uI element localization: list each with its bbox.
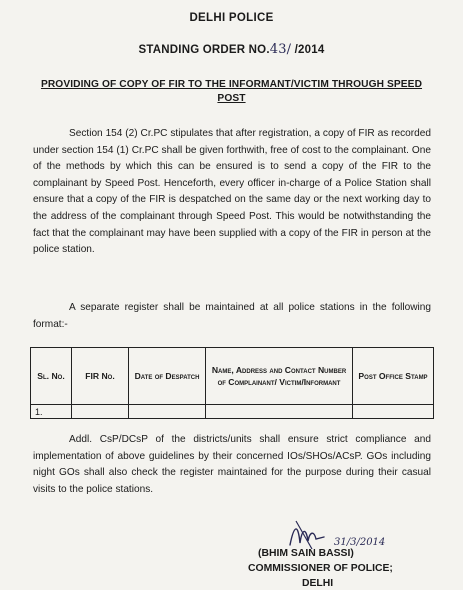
header-fir-no: FIR No. xyxy=(72,348,129,405)
register-format-table xyxy=(30,347,434,419)
organization-heading: DELHI POLICE xyxy=(189,12,274,24)
header-date-of-despatch: Date of Despatch xyxy=(129,348,206,405)
cell-date xyxy=(129,405,206,419)
order-suffix: /2014 xyxy=(291,44,325,56)
signature-date: 31/3/2014 xyxy=(334,537,386,548)
signatory-title: COMMISSIONER OF POLICE; xyxy=(248,563,393,574)
table-row xyxy=(31,405,434,419)
cell-complainant xyxy=(206,405,353,419)
order-prefix: STANDING ORDER NO. xyxy=(138,44,270,56)
header-sl-no: Sl. No. xyxy=(31,348,72,405)
cell-stamp xyxy=(353,405,434,419)
cell-fir-no xyxy=(72,405,129,419)
paragraph-section-154: Section 154 (2) Cr.PC stipulates that after registration, a copy of FIR as recorded under section 154 (1) Cr.PC shall be given forthwith, free of cost to the complainant. One of the methods by which this can be ensured is to send a copy of the FIR to the complainant by Speed Post. Henceforth, every officer in-charge of a Police Station shall ensure that a copy of the FIR is despatched on the same day or the next working day to the address of the complainant through Speed Post. This would be notwithstanding the fact that the complainant may have been supplied with a copy of the FIR in person at the police station. xyxy=(33,128,431,256)
paragraph-register-intro: A separate register shall be maintained at all police stations in the following format:- xyxy=(33,302,431,330)
table-header-row xyxy=(31,348,434,405)
signatory-name: (BHIM SAIN BASSI) xyxy=(258,548,354,559)
order-number-handwritten: 43/ xyxy=(269,42,292,57)
header-post-office-stamp: Post Office Stamp xyxy=(353,348,434,405)
header-complainant-details: Name, Address and Contact Number of Complainant/ Victim/Informant xyxy=(206,348,353,405)
order-number-line xyxy=(0,42,463,57)
signatory-place: DELHI xyxy=(302,578,334,589)
subject-heading: PROVIDING OF COPY OF FIR TO THE INFORMANT/VICTIM THROUGH SPEED POST xyxy=(40,79,423,104)
cell-sl-no: 1. xyxy=(31,405,72,419)
paragraph-compliance: Addl. CsP/DCsP of the districts/units shall ensure strict compliance and implementation of above guidelines by their concerned IOs/SHOs/ACsP. GOs including night GOs shall also check the register maintained for the purpose during their casual visits to the police stations. xyxy=(33,434,431,495)
